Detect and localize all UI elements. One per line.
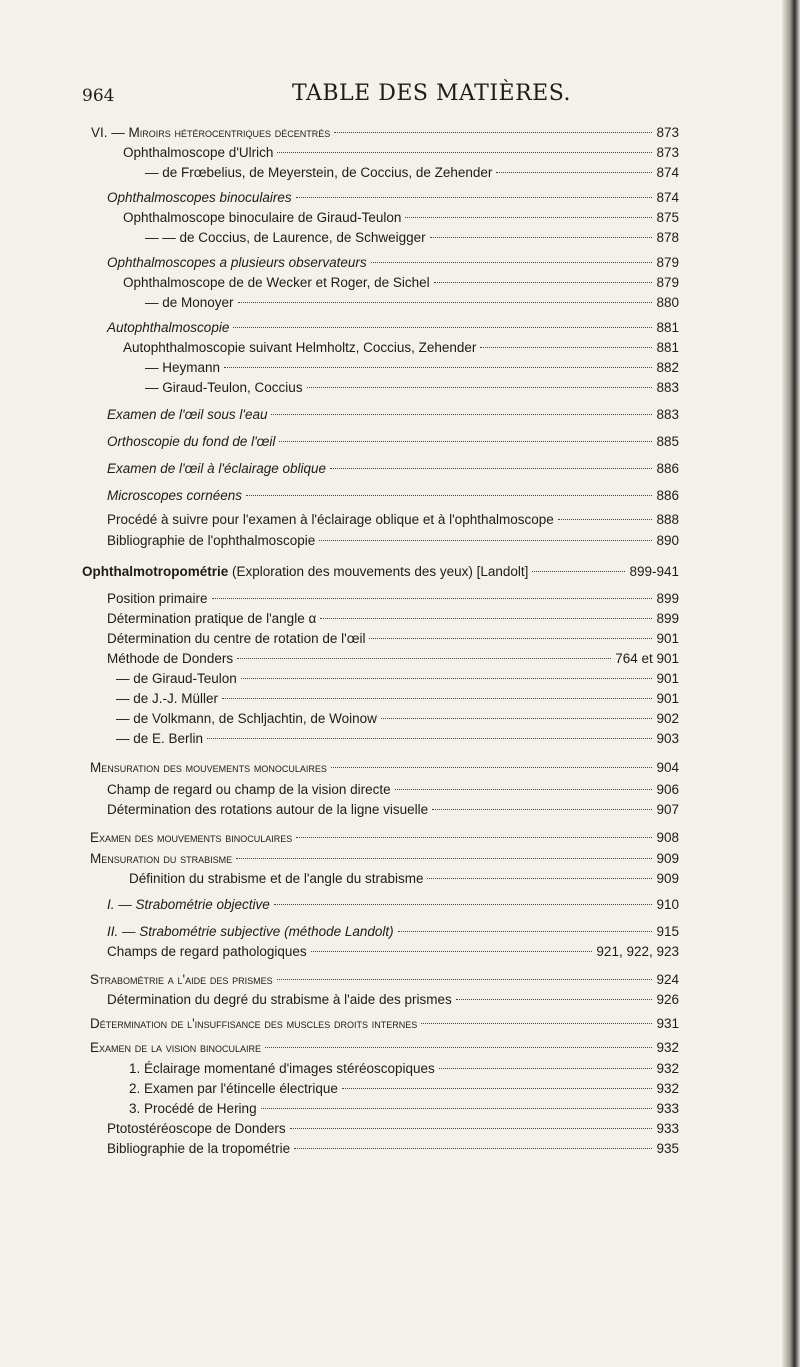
toc-entry-label: — de E. Berlin bbox=[116, 731, 204, 746]
toc-entry-label: Examen des mouvements binoculaires bbox=[90, 830, 293, 845]
toc-entry-page: 899-941 bbox=[629, 564, 679, 579]
toc-entry-label: Examen de l'œil à l'éclairage oblique bbox=[107, 461, 327, 476]
toc-entry-label: — de Giraud-Teulon bbox=[116, 671, 237, 686]
toc-entry bbox=[116, 669, 679, 689]
toc-entry bbox=[90, 758, 679, 778]
toc-entry-page: 886 bbox=[656, 488, 679, 503]
toc-entry-page: 880 bbox=[656, 295, 679, 310]
toc-entry-label: Détermination pratique de l'angle α bbox=[107, 611, 317, 626]
toc-entry bbox=[107, 188, 679, 208]
toc-entry bbox=[107, 895, 679, 915]
toc-entry bbox=[107, 990, 679, 1010]
toc-entry bbox=[107, 405, 679, 425]
toc-entry-label: Détermination de l'insuffisance des muscles droits internes bbox=[90, 1016, 418, 1031]
toc-entry-page: 881 bbox=[656, 320, 679, 335]
toc-entry bbox=[107, 486, 679, 506]
toc-entry-label: 1. Éclairage momentané d'images stéréoscopiques bbox=[129, 1061, 435, 1076]
toc-entry-page: 935 bbox=[656, 1141, 679, 1156]
page-header bbox=[82, 81, 682, 113]
toc-entry bbox=[107, 318, 679, 338]
toc-chapter-subtitle: (Exploration des mouvements des yeux) [Landolt] bbox=[228, 564, 529, 579]
toc-entry-label: — de Monoyer bbox=[145, 295, 234, 310]
toc-entry-page: 764 et 901 bbox=[615, 651, 679, 666]
toc-entry-page: 888 bbox=[656, 512, 679, 527]
toc-entry bbox=[107, 1119, 679, 1139]
toc-entry-label: Mensuration du strabisme bbox=[90, 851, 233, 866]
toc-entry-label: Autophthalmoscopie suivant Helmholtz, Coccius, Zehender bbox=[123, 340, 477, 355]
toc-entry bbox=[116, 689, 679, 709]
toc-entry bbox=[116, 729, 679, 749]
toc-entry-label: — de Volkmann, de Schljachtin, de Woinow bbox=[116, 711, 377, 726]
toc-entry-page: 875 bbox=[656, 210, 679, 225]
toc-entry bbox=[129, 1079, 679, 1099]
toc-entry bbox=[107, 531, 679, 551]
toc-entry-page: 924 bbox=[656, 972, 679, 987]
toc-entry-label: Champ de regard ou champ de la vision directe bbox=[107, 782, 391, 797]
toc-entry-page: 933 bbox=[656, 1121, 679, 1136]
toc-entry-page: 890 bbox=[656, 533, 679, 548]
toc-entry-label: Ophthalmoscope d'Ulrich bbox=[123, 145, 274, 160]
toc-entry-page: 915 bbox=[656, 924, 679, 939]
toc-entry bbox=[123, 273, 679, 293]
toc-entry-page: 883 bbox=[656, 380, 679, 395]
toc-chapter-title: Ophthalmotropométrie bbox=[82, 564, 229, 579]
toc-chapter-entry bbox=[82, 562, 679, 582]
page-edge-shadow bbox=[782, 0, 800, 1367]
toc-entry bbox=[145, 293, 679, 313]
toc-entry-page: 873 bbox=[656, 125, 679, 140]
toc-entry-label: Microscopes cornéens bbox=[107, 488, 243, 503]
toc-entry-label: — Heymann bbox=[145, 360, 221, 375]
toc-entry-page: 932 bbox=[656, 1061, 679, 1076]
toc-entry-page: 878 bbox=[656, 230, 679, 245]
toc-entry-label: — — de Coccius, de Laurence, de Schweigger bbox=[145, 230, 426, 245]
toc-entry-page: 886 bbox=[656, 461, 679, 476]
toc-entry-page: 885 bbox=[656, 434, 679, 449]
toc-entry-label: Procédé à suivre pour l'examen à l'éclairage oblique et à l'ophthalmoscope bbox=[107, 512, 554, 527]
toc-entry bbox=[107, 510, 679, 530]
toc-entry-label: 2. Examen par l'étincelle électrique bbox=[129, 1081, 338, 1096]
toc-entry bbox=[123, 338, 679, 358]
toc-entry-page: 902 bbox=[656, 711, 679, 726]
toc-entry-page: 931 bbox=[656, 1016, 679, 1031]
toc-entry-label: Bibliographie de la tropométrie bbox=[107, 1141, 291, 1156]
toc-entry bbox=[107, 649, 679, 669]
toc-entry bbox=[107, 609, 679, 629]
page-number: 964 bbox=[82, 86, 115, 106]
toc-entry bbox=[116, 709, 679, 729]
toc-entry-page: 909 bbox=[656, 851, 679, 866]
toc-entry bbox=[107, 942, 679, 962]
toc-entry-label: 3. Procédé de Hering bbox=[129, 1101, 257, 1116]
toc-entry bbox=[107, 629, 679, 649]
toc-entry bbox=[90, 849, 679, 869]
toc-entry bbox=[145, 378, 679, 398]
toc-entry bbox=[123, 143, 679, 163]
toc-entry-page: 901 bbox=[656, 691, 679, 706]
toc-entry-page: 879 bbox=[656, 255, 679, 270]
toc-entry-page: 904 bbox=[656, 760, 679, 775]
toc-entry-page: 933 bbox=[656, 1101, 679, 1116]
toc-entry bbox=[123, 208, 679, 228]
toc-entry-page: 908 bbox=[656, 830, 679, 845]
toc-entry bbox=[107, 253, 679, 273]
toc-entry-page: 873 bbox=[656, 145, 679, 160]
toc-entry-label: Ophthalmoscopes binoculaires bbox=[107, 190, 292, 205]
toc-entry-page: 910 bbox=[656, 897, 679, 912]
toc-entry-label: Autophthalmoscopie bbox=[107, 320, 230, 335]
toc-entry-label: Bibliographie de l'ophthalmoscopie bbox=[107, 533, 316, 548]
toc-entry-label: Détermination du degré du strabisme à l'aide des prismes bbox=[107, 992, 452, 1007]
toc-entry-label: Ptotostéréoscope de Donders bbox=[107, 1121, 286, 1136]
toc-entry bbox=[90, 828, 679, 848]
toc-entry-label: Détermination du centre de rotation de l'œil bbox=[107, 631, 366, 646]
toc-entry bbox=[129, 1059, 679, 1079]
toc-entry bbox=[107, 432, 679, 452]
toc-entry bbox=[90, 1014, 679, 1034]
toc-entry bbox=[107, 922, 679, 942]
toc-entry bbox=[107, 780, 679, 800]
toc-entry-label: VI. — Miroirs hétérocentriques décentrés bbox=[91, 125, 331, 140]
toc-entry-label: II. — Strabométrie subjective (méthode Landolt) bbox=[107, 924, 394, 939]
toc-entry-page: 907 bbox=[656, 802, 679, 817]
toc-entry-page: 926 bbox=[656, 992, 679, 1007]
toc-entry bbox=[90, 970, 679, 990]
toc-entry-page: 899 bbox=[656, 591, 679, 606]
toc-entry-label: Examen de la vision binoculaire bbox=[90, 1040, 262, 1055]
toc-entry bbox=[107, 589, 679, 609]
toc-entry bbox=[107, 459, 679, 479]
toc-entry-page: 932 bbox=[656, 1081, 679, 1096]
toc-entry bbox=[107, 800, 679, 820]
toc-entry-page: 874 bbox=[656, 190, 679, 205]
toc-entry-page: 909 bbox=[656, 871, 679, 886]
toc-entry-page: 932 bbox=[656, 1040, 679, 1055]
toc-entry-label: Position primaire bbox=[107, 591, 208, 606]
toc-entry-label: Définition du strabisme et de l'angle du strabisme bbox=[129, 871, 424, 886]
toc-entry-label: Ophthalmoscopes a plusieurs observateurs bbox=[107, 255, 367, 270]
toc-entry-label: Examen de l'œil sous l'eau bbox=[107, 407, 268, 422]
toc-entry-label: Orthoscopie du fond de l'œil bbox=[107, 434, 276, 449]
toc-entry-page: 901 bbox=[656, 671, 679, 686]
toc-entry bbox=[129, 869, 679, 889]
toc-entry-label: Strabométrie a l'aide des prismes bbox=[90, 972, 273, 987]
toc-entry bbox=[145, 358, 679, 378]
toc-entry-page: 899 bbox=[656, 611, 679, 626]
toc-entry-page: 882 bbox=[656, 360, 679, 375]
toc-entry-page: 903 bbox=[656, 731, 679, 746]
toc-entry-label: — Giraud-Teulon, Coccius bbox=[145, 380, 303, 395]
toc-entry-page: 906 bbox=[656, 782, 679, 797]
toc-entry-page: 879 bbox=[656, 275, 679, 290]
toc-entry-label: Ophthalmoscope binoculaire de Giraud-Teulon bbox=[123, 210, 402, 225]
toc-entry-label: Détermination des rotations autour de la ligne visuelle bbox=[107, 802, 429, 817]
toc-entry-label: Mensuration des mouvements monoculaires bbox=[90, 760, 327, 775]
toc-entry-label: Méthode de Donders bbox=[107, 651, 234, 666]
toc-entry-label: Ophthalmoscope de de Wecker et Roger, de Sichel bbox=[123, 275, 430, 290]
toc-entry bbox=[145, 228, 679, 248]
toc-entry-page: 881 bbox=[656, 340, 679, 355]
toc-entry bbox=[90, 1038, 679, 1058]
toc-entry-label: I. — Strabométrie objective bbox=[107, 897, 270, 912]
toc-entry-label: Champs de regard pathologiques bbox=[107, 944, 307, 959]
running-title: TABLE DES MATIÈRES. bbox=[292, 81, 571, 106]
toc-entry bbox=[129, 1099, 679, 1119]
toc-entry bbox=[91, 123, 679, 143]
toc-entry bbox=[145, 163, 679, 183]
toc-entry-label: — de J.-J. Müller bbox=[116, 691, 219, 706]
toc-entry-page: 921, 922, 923 bbox=[596, 944, 679, 959]
toc-entry-label: — de Frœbelius, de Meyerstein, de Coccius, de Zehender bbox=[145, 165, 493, 180]
toc-entry-page: 901 bbox=[656, 631, 679, 646]
toc-entry-page: 874 bbox=[656, 165, 679, 180]
toc-entry-page: 883 bbox=[656, 407, 679, 422]
toc-entry bbox=[107, 1139, 679, 1159]
